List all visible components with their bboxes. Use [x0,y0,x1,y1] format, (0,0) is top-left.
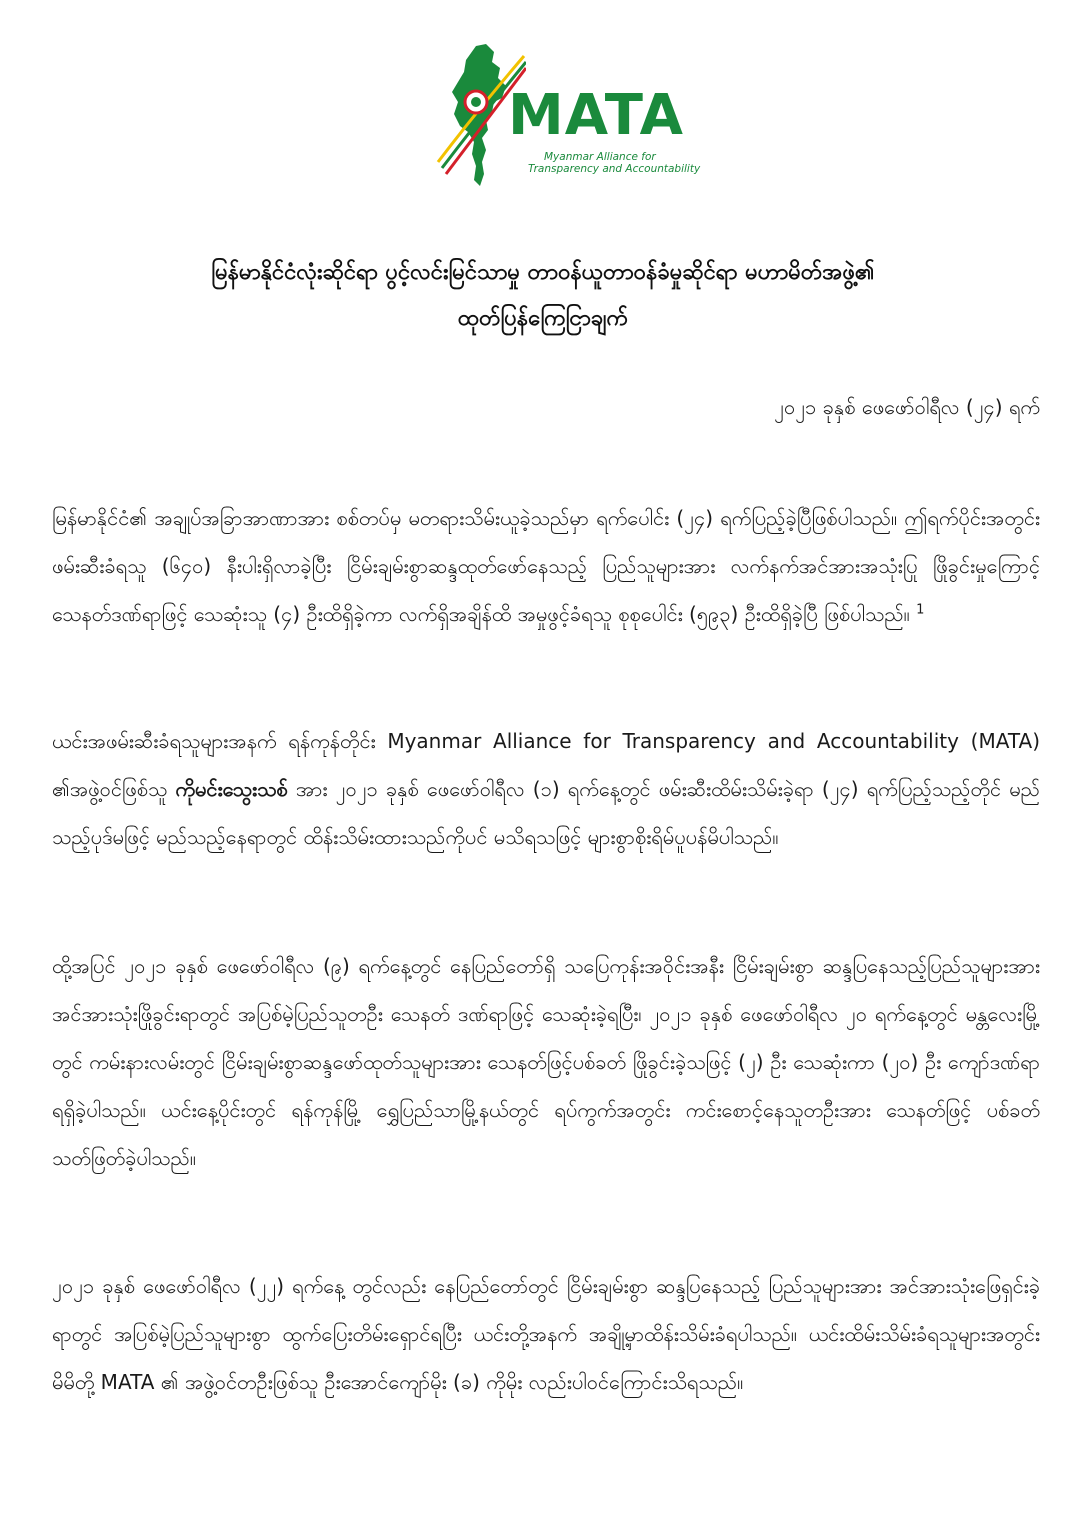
paragraph-3-text: ထို့အပြင် ၂၀၂၁ ခုနှစ် ဖေဖော်ဝါရီလ (၉) ရက်နေ့တွင် နေပြည်တော်ရှိ သပြေကုန်းအဝိုင်းအနီး ငြိမ်းချမ်းစွာ ဆန္ဒပြနေသည့်ပြည်သူများအား အင်အားသုံးဖြိုခွင်းရာတွင် အပြစ်မဲ့ပြည်သူတဦး သေနတ် ဒဏ်ရာဖြင့် သေဆုံးခဲ့ရပြီး၊ ၂၀၂၁ ခုနှစ် ဖေဖော်ဝါရီလ ၂၀ ရက်နေ့တွင် မန္တလေးမြို့တွင် ကမ်းနားလမ်းတွင် ငြိမ်းချမ်းစွာဆန္ဒဖော်ထုတ်သူများအား သေနတ်ဖြင့်ပစ်ခတ် ဖြိုခွင်းခဲ့သဖြင့် (၂) ဦး သေဆုံးကာ (၂၀) ဦး ကျော်ဒဏ်ရာရရှိခဲ့ပါသည်။ ယင်းနေ့ပိုင်းတွင် ရန်ကုန်မြို့ ရွှေပြည်သာမြို့နယ်တွင် ရပ်ကွက်အတွင်း ကင်းစောင့်နေသူတဦးအား သေနတ်ဖြင့် ပစ်ခတ်သတ်ဖြတ်ခဲ့ပါသည်။ [52,954,1040,1170]
paragraph-2 [52,717,1040,861]
paragraph-2-text-after: အား ၂၀၂၁ ခုနှစ် ဖေဖော်ဝါရီလ (၁) ရက်နေ့တွင် ဖမ်းဆီးထိမ်းသိမ်းခဲ့ရာ (၂၄) ရက်ပြည့်သည့်တိုင် မည်သည့်ပုဒ်မဖြင့် မည်သည့်နေရာတွင် ထိန်းသိမ်းထားသည်ကိုပင် မသိရသဖြင့် များစွာစိုးရိမ်ပူပန်မိပါသည်။ [52,777,1040,849]
title-line-1: မြန်မာနိုင်ငံလုံးဆိုင်ရာ ပွင့်လင်းမြင်သာမှု တာဝန်ယူတာဝန်ခံမှုဆိုင်ရာ မဟာမိတ်အဖွဲ့၏ [211,260,875,285]
paragraph-4 [52,1262,1040,1406]
paragraph-4-text: ၂၀၂၁ ခုနှစ် ဖေဖော်ဝါရီလ (၂၂) ရက်နေ့ တွင်လည်း နေပြည်တော်တွင် ငြိမ်းချမ်းစွာ ဆန္ဒပြနေသည့် ပြည်သူများအား အင်အားသုံးဖြေရှင်းခဲ့ရာတွင် အပြစ်မဲ့ပြည်သူများစွာ ထွက်ပြေးတိမ်းရှောင်ရပြီး ယင်းတို့အနက် အချို့မှာထိန်းသိမ်းခံရပါသည်။ ယင်းထိမ်းသိမ်းခံရသူများအတွင်း မိမိတို့ MATA ၏ အဖွဲ့ဝင်တဦးဖြစ်သူ ဦးအောင်ကျော်မိုး (ခ) ကိုမိုး လည်းပါဝင်ကြောင်းသိရသည်။ [52,1274,1040,1394]
logo-wordmark: MATA [508,83,684,148]
page-title [0,250,1086,342]
logo-subtitle-line1: Myanmar Alliance for [544,151,656,163]
title-line-2: ထုတ်ပြန်ကြေငြာချက် [457,306,629,331]
member-name-highlight: ကိုမင်းသွေးသစ် [175,777,288,801]
paragraph-2-text-before: ယင်းအဖမ်းဆီးခံရသူများအနက် ရန်ကုန်တိုင်း Myanmar Alliance for Transparency and Accountability (MATA) ၏အဖွဲ့ဝင်ဖြစ်သူ [52,729,1040,801]
logo-subtitle-line2: Transparency and Accountability [528,163,701,175]
statement-date: ၂၀၂၁ ခုနှစ် ဖေဖော်ဝါရီလ (၂၄) ရက် [774,395,1040,419]
paragraph-1 [52,494,1040,638]
mata-logo [436,42,701,192]
footnote-marker: 1 [916,602,925,618]
paragraph-3 [52,942,1040,1182]
logo-subtitle [528,151,700,175]
paragraph-1-text: မြန်မာနိုင်ငံ၏ အချုပ်အခြာအာဏာအား စစ်တပ်မှ မတရားသိမ်းယူခဲ့သည်မှာ ရက်ပေါင်း (၂၄) ရက်ပြည့်ခဲ့ပြီဖြစ်ပါသည်။ ဤရက်ပိုင်းအတွင်း ဖမ်းဆီးခံရသူ (၆၄၀) နီးပါးရှိလာခဲ့ပြီး ငြိမ်းချမ်းစွာဆန္ဒထုတ်ဖော်နေသည့် ပြည်သူများအား လက်နက်အင်အားအသုံးပြု ဖြိုခွင်းမှုကြောင့် သေနတ်ဒဏ်ရာဖြင့် သေဆုံးသူ (၄) ဦးထိရှိခဲ့ကာ လက်ရှိအချိန်ထိ အမှုဖွင့်ခံရသူ စုစုပေါင်း (၅၉၃) ဦးထိရှိခဲ့ပြီ ဖြစ်ပါသည်။ [52,506,1040,626]
